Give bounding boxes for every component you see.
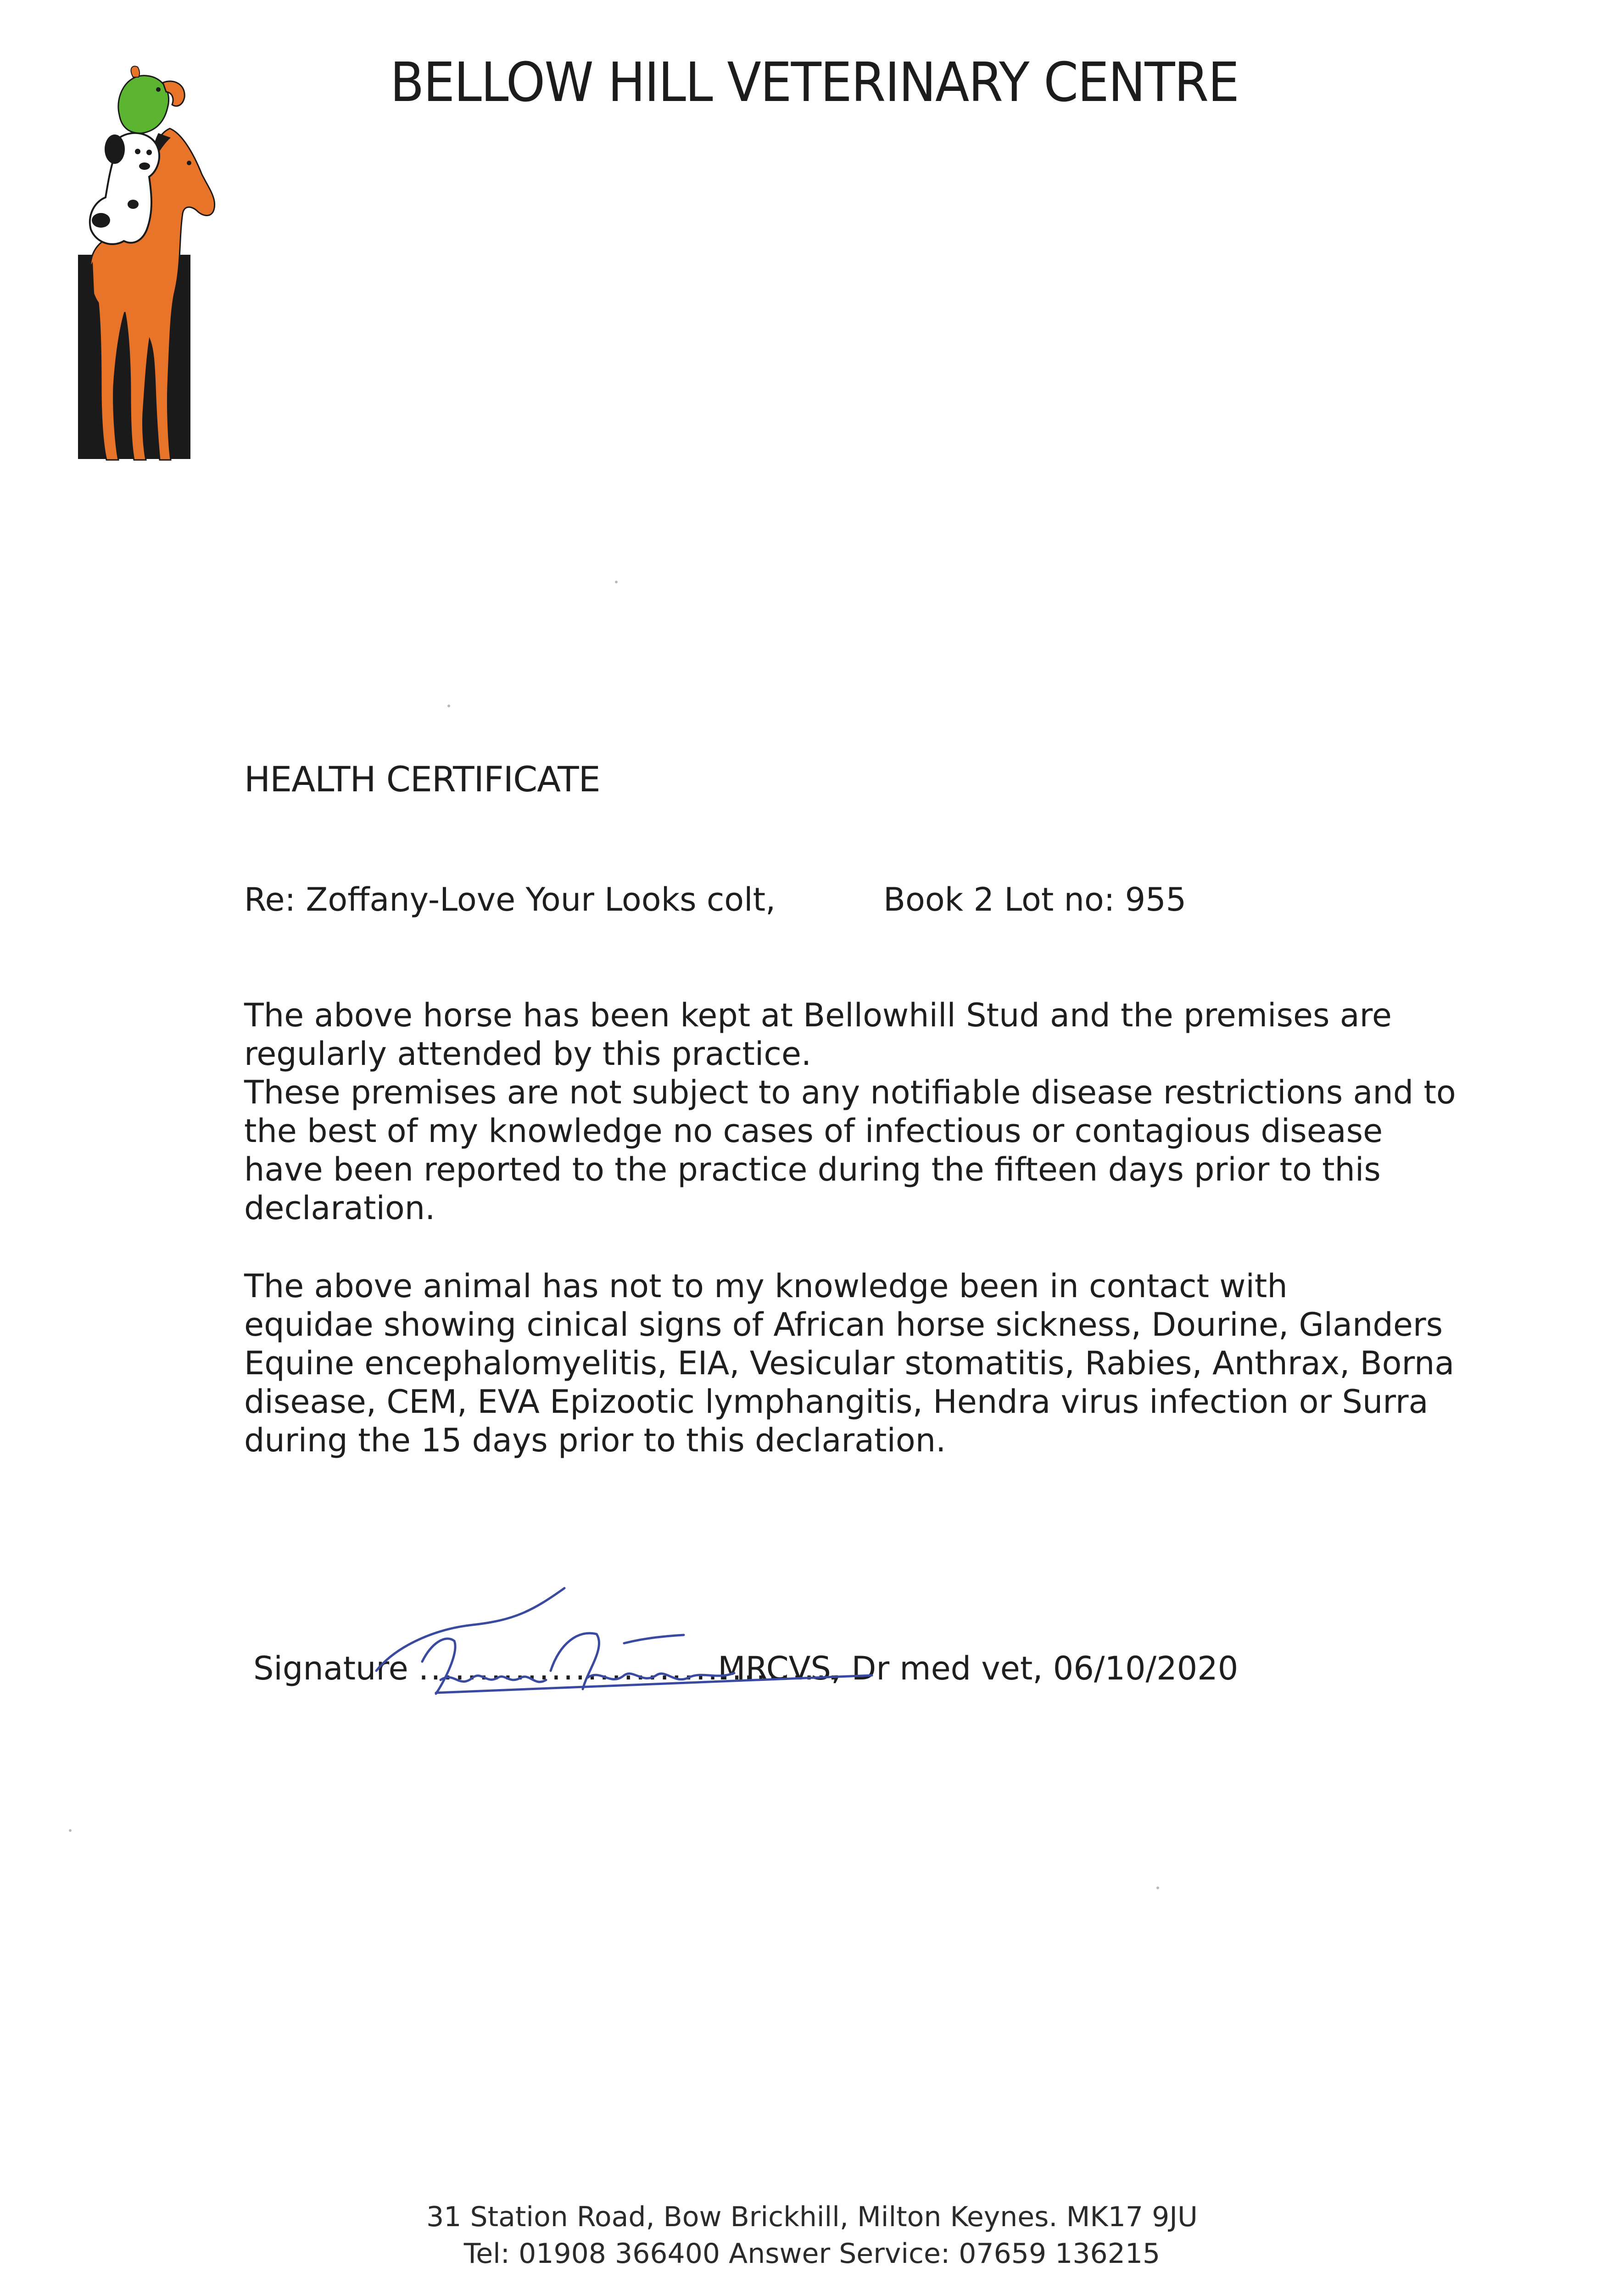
paragraph-line: equidae showing cinical signs of African horse sickness, Dourine, Glanders bbox=[244, 1306, 1443, 1343]
paragraph-line: the best of my knowledge no cases of infectious or contagious disease bbox=[244, 1112, 1383, 1150]
logo-parrot-eye bbox=[156, 87, 161, 92]
paragraph-line: Equine encephalomyelitis, EIA, Vesicular stomatitis, Rabies, Anthrax, Borna bbox=[244, 1344, 1455, 1382]
paragraph-line: The above horse has been kept at Bellowhill Stud and the premises are bbox=[244, 996, 1392, 1034]
logo-dog-ear bbox=[105, 134, 125, 164]
paragraph-line: during the 15 days prior to this declaration. bbox=[244, 1422, 946, 1459]
practice-logo bbox=[64, 64, 229, 468]
paragraph-line: These premises are not subject to any notifiable disease restrictions and to bbox=[244, 1074, 1456, 1111]
footer-phone-numbers: Tel: 01908 366400 Answer Service: 07659 136215 bbox=[463, 2238, 1161, 2270]
paragraph-line: disease, CEM, EVA Epizootic lymphangitis, Hendra virus infection or Surra bbox=[244, 1383, 1429, 1421]
scan-speck bbox=[447, 705, 450, 707]
logo-dog-nose bbox=[139, 162, 150, 170]
reference-line: Re: Zoffany-Love Your Looks colt, bbox=[244, 881, 776, 918]
lot-number: Book 2 Lot no: 955 bbox=[883, 881, 1187, 918]
logo-horse-eye bbox=[187, 161, 191, 165]
logo-dog-eye bbox=[146, 150, 152, 155]
paragraph-line: regularly attended by this practice. bbox=[244, 1035, 812, 1073]
footer-address: 31 Station Road, Bow Brickhill, Milton Keynes. MK17 9JU bbox=[426, 2201, 1198, 2233]
paragraph-line: The above animal has not to my knowledge been in contact with bbox=[244, 1267, 1288, 1305]
logo-dog-spot bbox=[92, 213, 110, 228]
declaration-paragraph-contact bbox=[244, 1267, 1455, 1460]
paragraph-line: have been reported to the practice during the fifteen days prior to this bbox=[244, 1151, 1381, 1188]
logo-dog-eye bbox=[135, 149, 140, 154]
signature-credentials-date: MRCVS, Dr med vet, 06/10/2020 bbox=[718, 1650, 1239, 1687]
scan-speck bbox=[69, 1829, 72, 1832]
declaration-paragraph-premises bbox=[244, 996, 1456, 1227]
signature-dots: ................................... bbox=[418, 1650, 840, 1687]
handwritten-signature bbox=[367, 1579, 895, 1717]
logo-dog-spot bbox=[128, 200, 139, 209]
scan-speck bbox=[615, 581, 618, 583]
scan-speck bbox=[1156, 1886, 1159, 1889]
logo-parrot-crest bbox=[131, 66, 140, 77]
practice-name-title: BELLOW HILL VETERINARY CENTRE bbox=[390, 50, 1239, 114]
logo-parrot bbox=[118, 76, 169, 134]
paragraph-line: declaration. bbox=[244, 1189, 435, 1227]
certificate-heading: HEALTH CERTIFICATE bbox=[244, 759, 600, 800]
signature-label: Signature bbox=[253, 1650, 408, 1687]
